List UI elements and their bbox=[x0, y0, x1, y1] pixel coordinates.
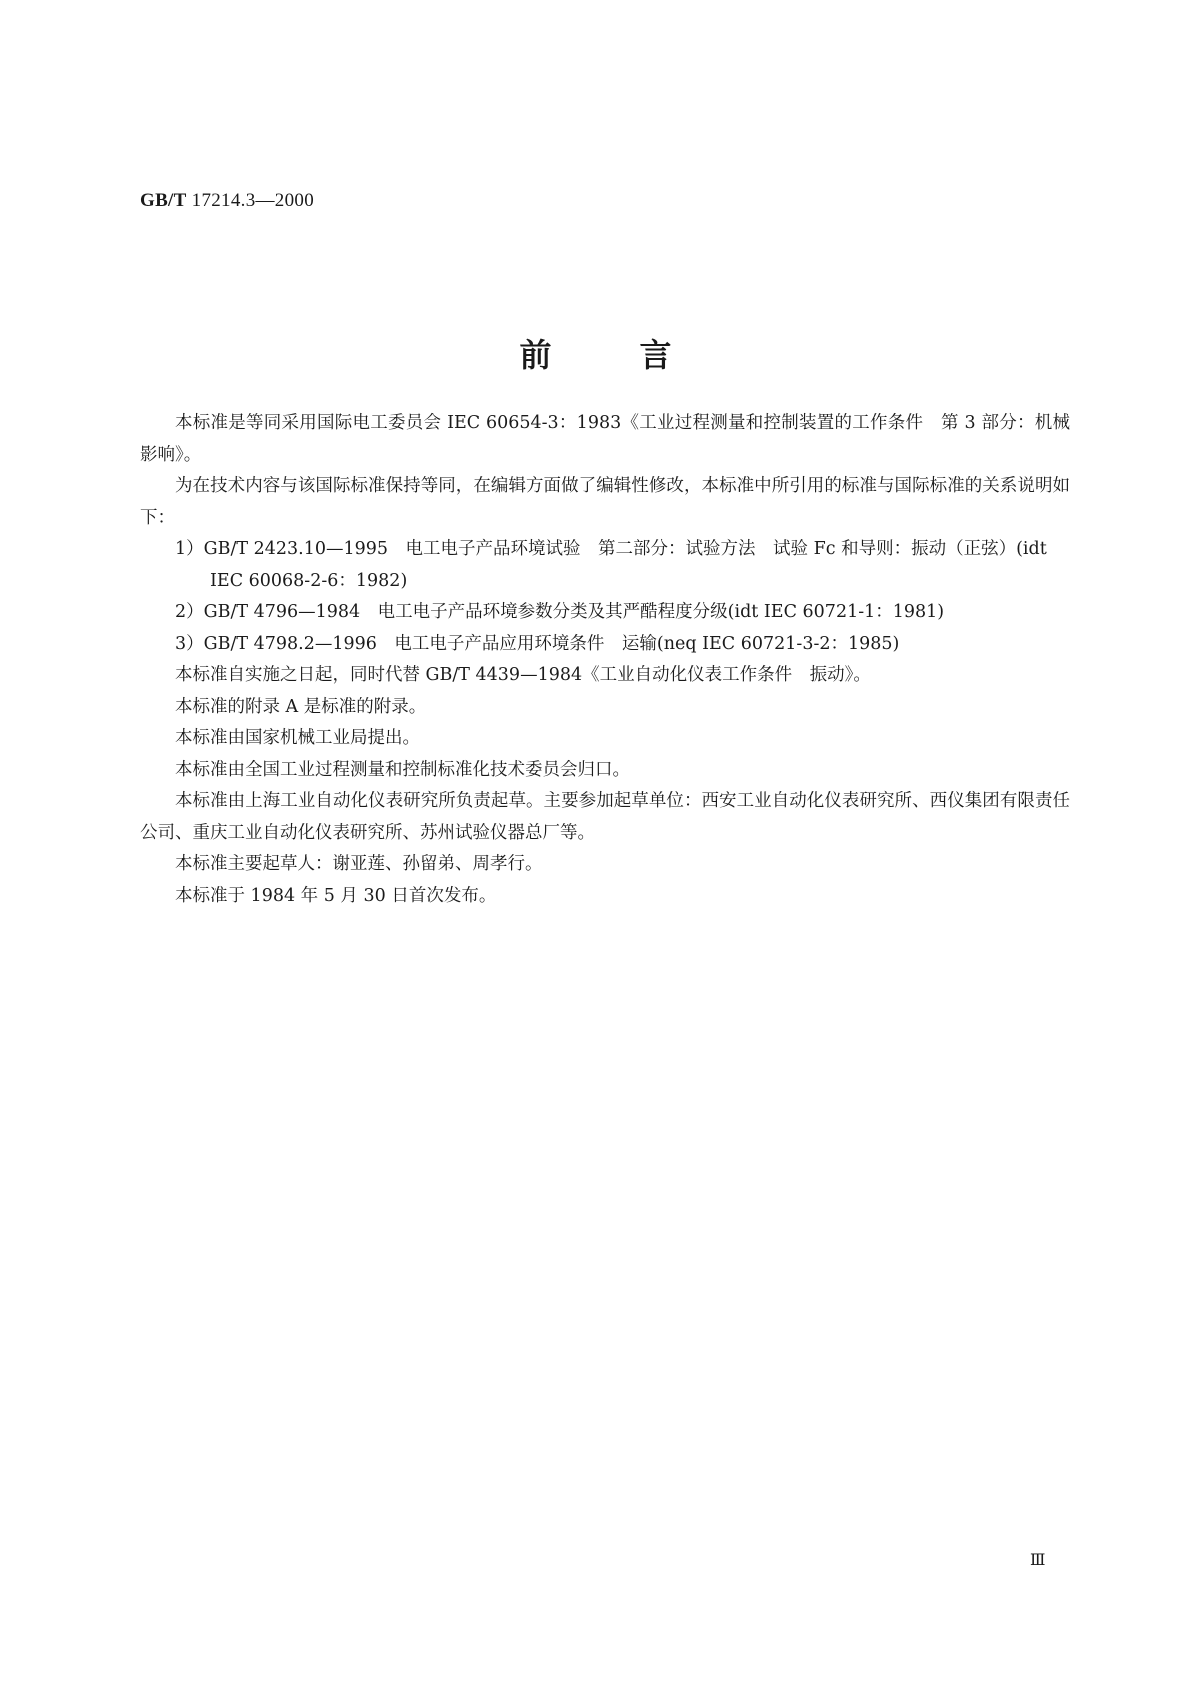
paragraph-modifications: 为在技术内容与该国际标准保持等同，在编辑方面做了编辑性修改，本标准中所引用的标准与国际标准的关系说明如下： bbox=[140, 476, 1070, 528]
paragraph-proposed-by: 本标准由国家机械工业局提出。 bbox=[175, 728, 420, 748]
page-number: Ⅲ bbox=[1030, 1550, 1046, 1569]
paragraph-annex: 本标准的附录 A 是标准的附录。 bbox=[175, 696, 427, 717]
reference-list-item: 1）GB/T 2423.10—1995 电工电子产品环境试验 第二部分：试验方法 试验 Fc 和导则：振动（正弦）(idt IEC 60068-2-6：1982) bbox=[175, 539, 1047, 591]
paragraph-first-issued: 本标准于 1984 年 5 月 30 日首次发布。 bbox=[175, 885, 497, 906]
document-code-header bbox=[140, 190, 314, 212]
reference-list-item: 3）GB/T 4798.2—1996 电工电子产品应用环境条件 运输(neq IEC 60721-3-2：1985) bbox=[175, 633, 900, 654]
paragraph-drafters: 本标准主要起草人：谢亚莲、孙留弟、周孝行。 bbox=[175, 854, 543, 874]
section-title: 前言 bbox=[519, 336, 760, 374]
reference-list-item: 2）GB/T 4796—1984 电工电子产品环境参数分类及其严酷程度分级(idt IEC 60721-1：1981) bbox=[175, 602, 945, 622]
paragraph-adoption: 本标准是等同采用国际电工委员会 IEC 60654-3：1983《工业过程测量和控制装置的工作条件 第 3 部分：机械影响》。 bbox=[140, 413, 1070, 465]
foreword-body bbox=[140, 408, 1070, 912]
paragraph-drafting-units: 本标准由上海工业自动化仪表研究所负责起草。主要参加起草单位：西安工业自动化仪表研究所、西仪集团有限责任公司、重庆工业自动化仪表研究所、苏州试验仪器总厂等。 bbox=[140, 791, 1070, 843]
standard-prefix: GB/T bbox=[140, 190, 187, 211]
standard-number: 17214.3—2000 bbox=[186, 190, 315, 211]
paragraph-replaces: 本标准自实施之日起，同时代替 GB/T 4439—1984《工业自动化仪表工作条件 振动》。 bbox=[175, 665, 871, 685]
paragraph-responsible-committee: 本标准由全国工业过程测量和控制标准化技术委员会归口。 bbox=[175, 759, 630, 780]
